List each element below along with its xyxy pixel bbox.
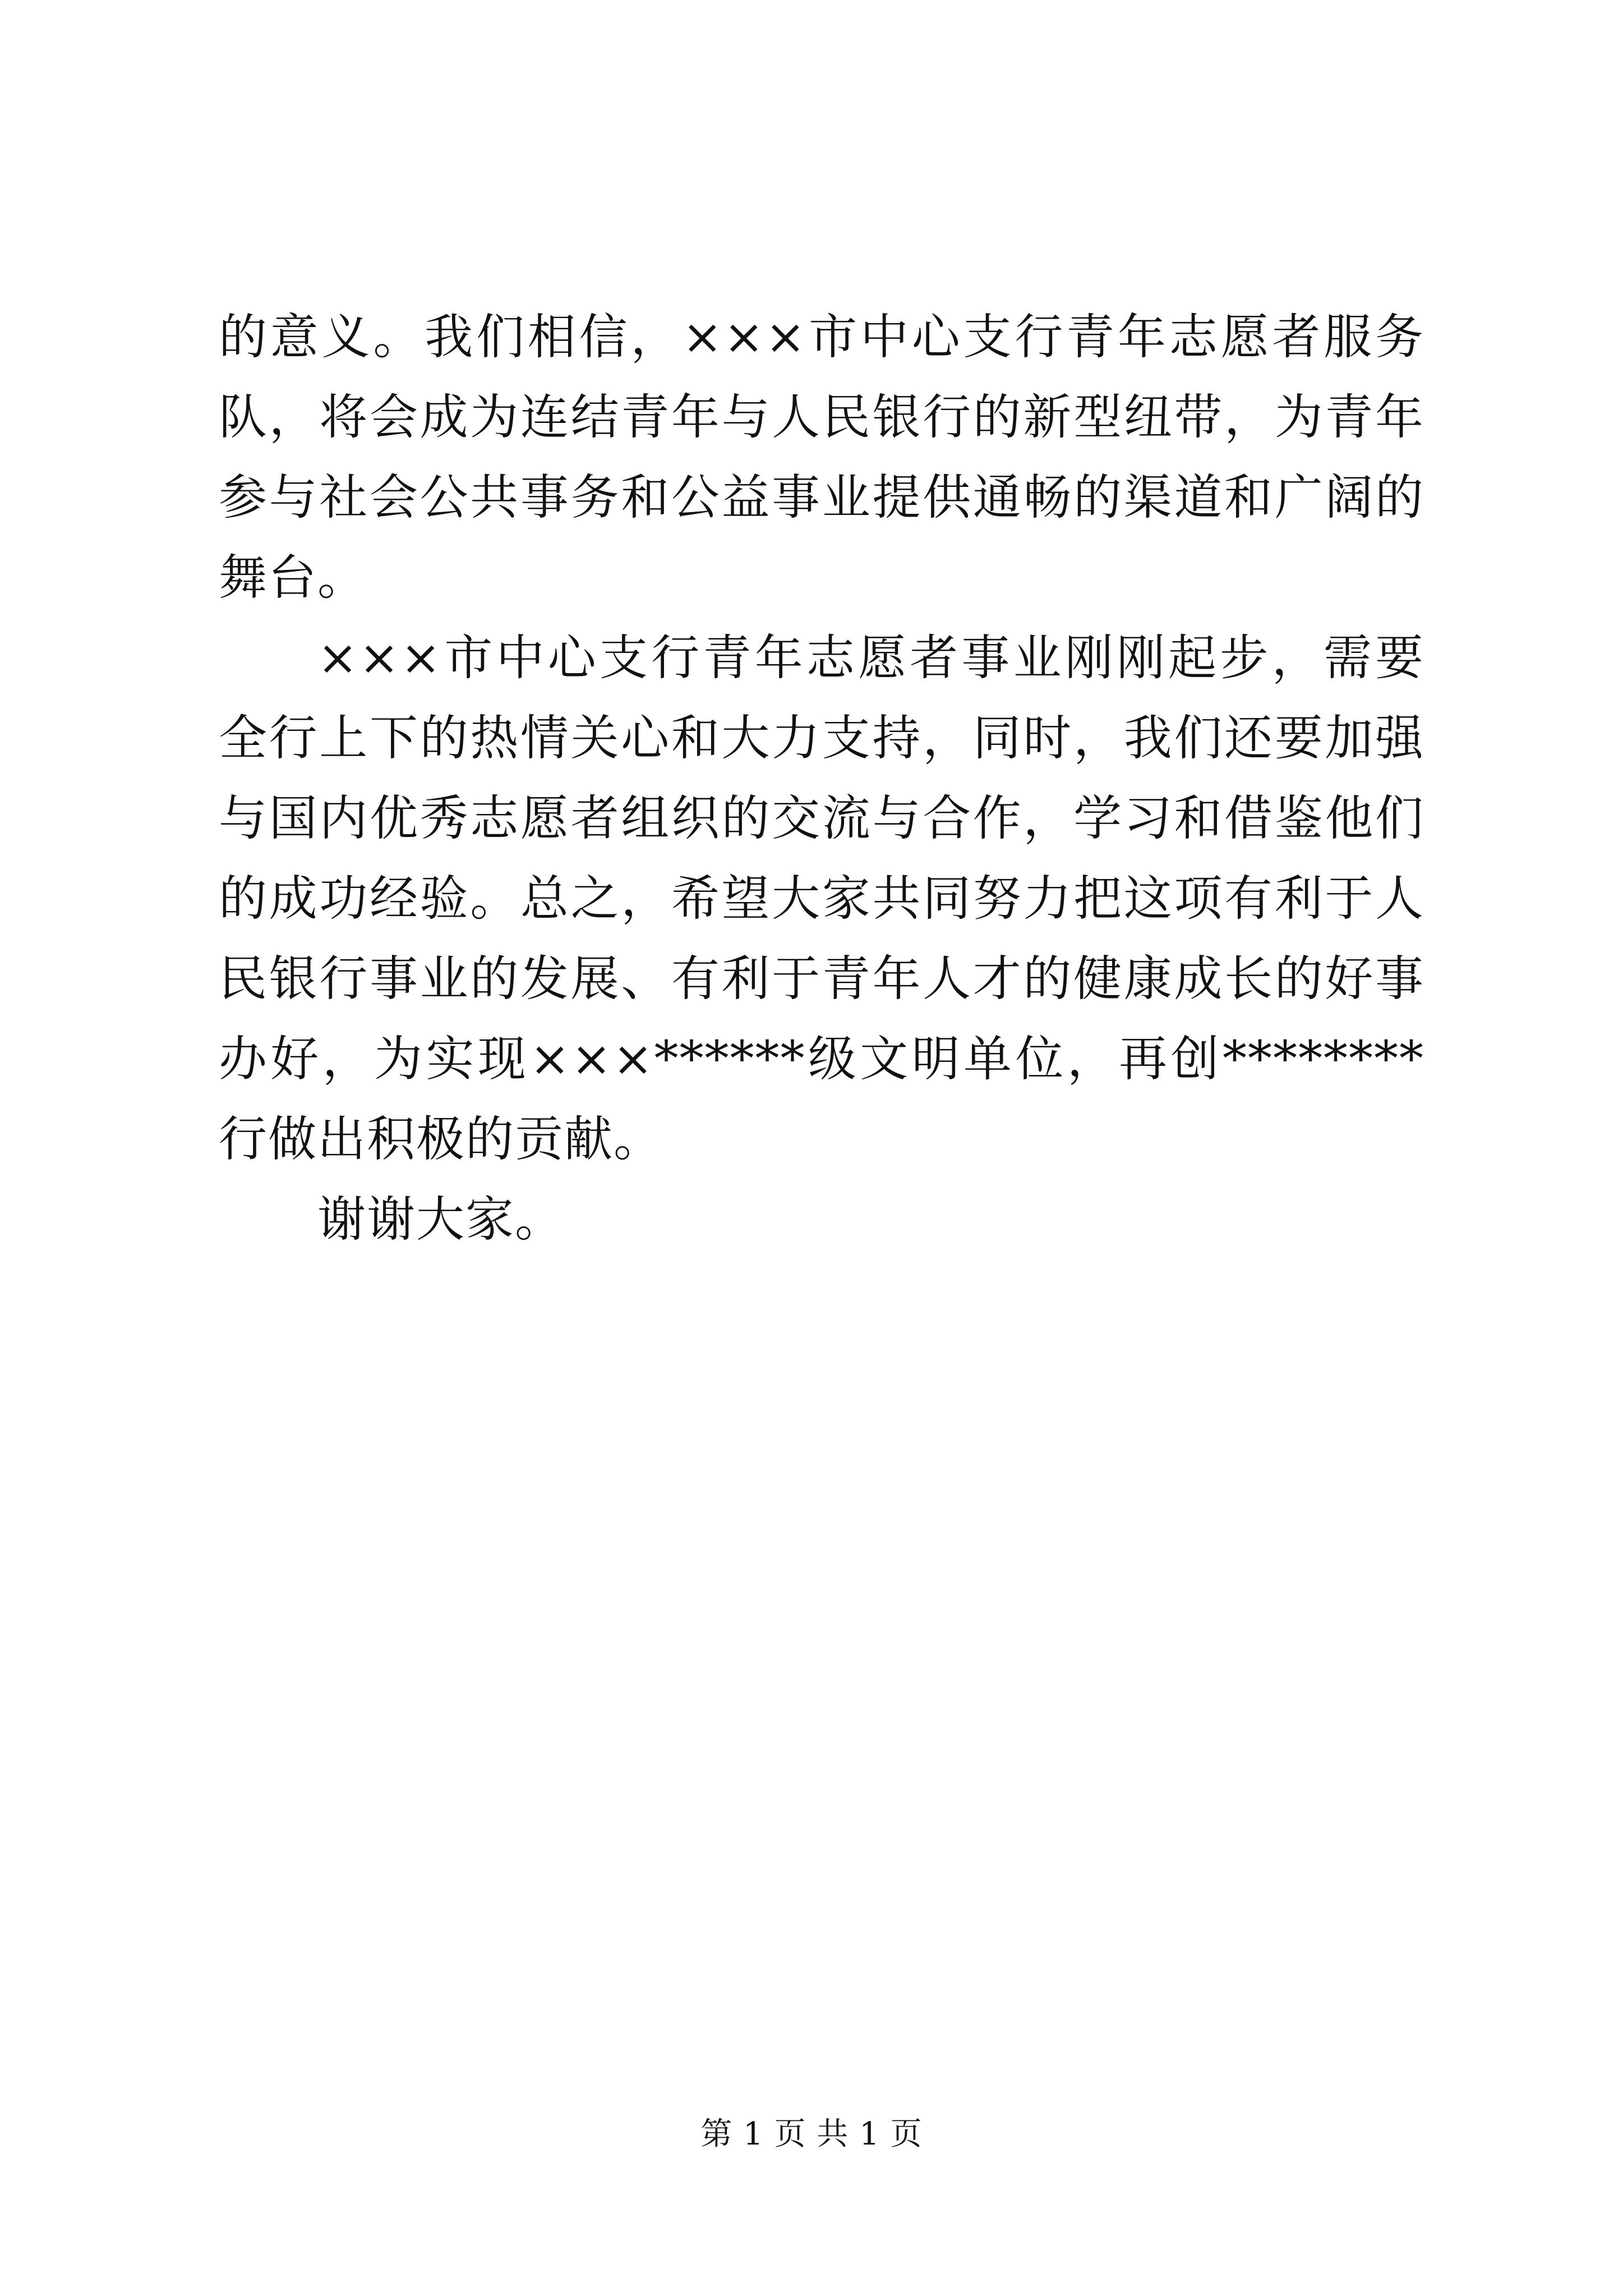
paragraph-continuation: 的意义。我们相信，×××市中心支行青年志愿者服务队，将会成为连结青年与人民银行的新型纽带，为青年参与社会公共事务和公益事业提供通畅的渠道和广阔的舞台。 <box>219 309 1424 606</box>
page-footer: 第 1 页 共 1 页 <box>700 2116 923 2152</box>
document-body <box>219 297 1424 1260</box>
paragraph-volunteer-work: ×××市中心支行青年志愿者事业刚刚起步，需要全行上下的热情关心和大力支持，同时，我们还要加强与国内优秀志愿者组织的交流与合作，学习和借鉴他们的成功经验。总之，希望大家共同努力把这项有利于人民银行事业的发展、有利于青年人才的健康成长的好事办好，为实现×××******级文明单位，再创********行做出积极的贡献。 <box>219 630 1424 1167</box>
paragraph-closing: 谢谢大家。 <box>317 1191 564 1248</box>
